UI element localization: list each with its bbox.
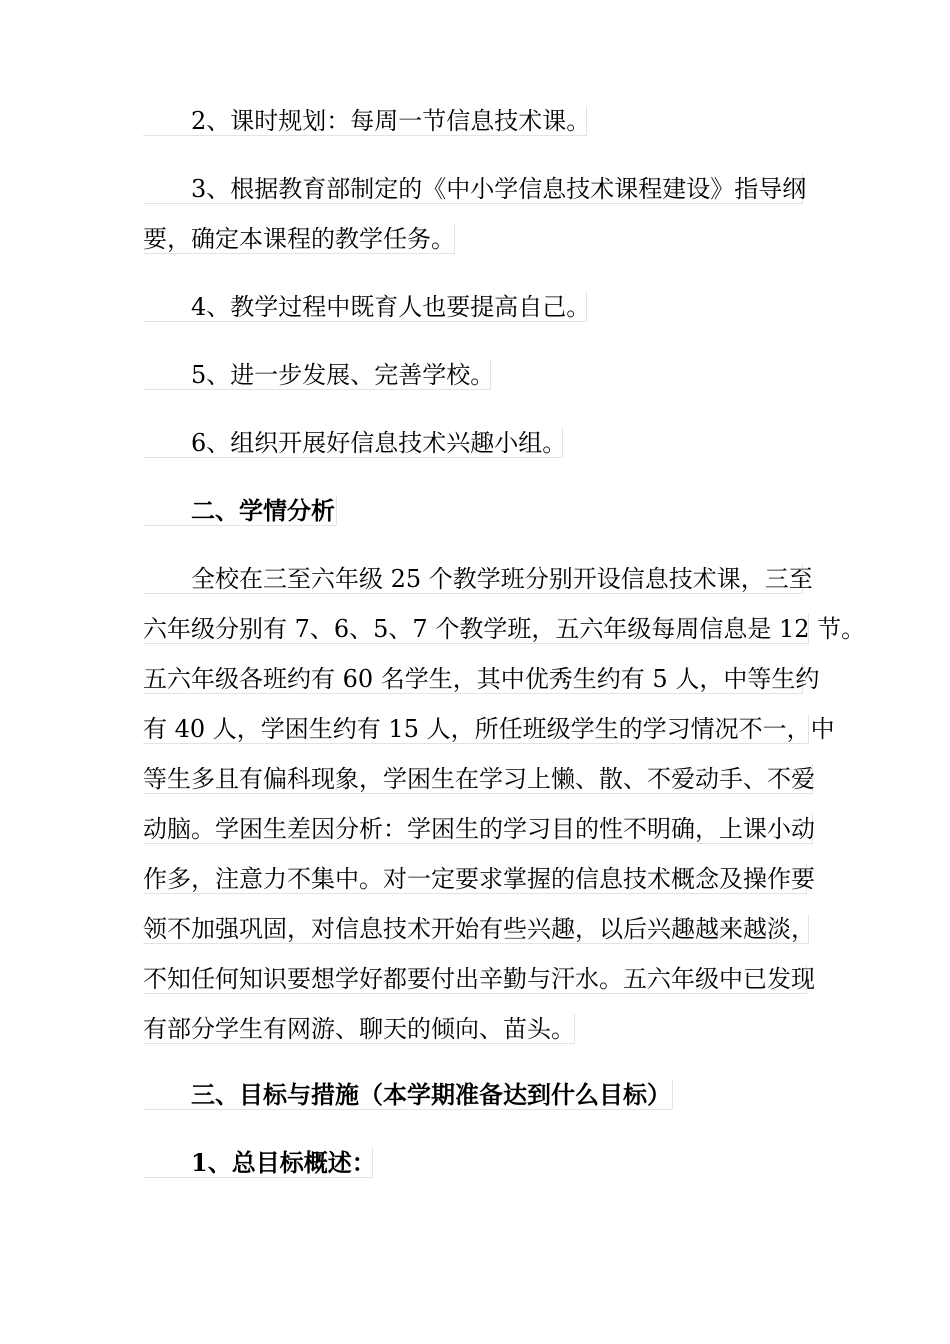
paragraph-line: 六年级分别有 7、6、5、7 个教学班，五六年级每周信息是 12 节。 (143, 615, 866, 643)
section-heading-2: 二、学情分析 (143, 496, 337, 526)
list-item-6: 6、组织开展好信息技术兴趣小组。 (143, 428, 563, 458)
section-heading-3: 三、目标与措施（本学期准备达到什么目标） (143, 1080, 673, 1110)
paragraph-line: 等生多且有偏科现象，学困生在学习上懒、散、不爱动手、不爱 (143, 765, 815, 793)
paragraph-line: 作多，注意力不集中。对一定要求掌握的信息技术概念及操作要 (143, 865, 815, 893)
paragraph-line: 有 40 人，学困生约有 15 人，所任班级学生的学习情况不一，中 (143, 715, 835, 743)
list-item-3-line-1: 3、根据教育部制定的《中小学信息技术课程建设》指导纲 (143, 174, 803, 204)
list-item-4: 4、教学过程中既育人也要提高自己。 (143, 292, 587, 322)
subheading-1: 1、总目标概述： (143, 1148, 373, 1178)
paragraph-line: 有部分学生有网游、聊天的倾向、苗头。 (143, 1015, 575, 1043)
paragraph-line: 领不加强巩固，对信息技术开始有些兴趣，以后兴趣越来越淡， (143, 915, 815, 943)
paragraph-line: 不知任何知识要想学好都要付出辛勤与汗水。五六年级中已发现 (143, 965, 815, 993)
paragraph-line: 全校在三至六年级 25 个教学班分别开设信息技术课，三至 (143, 564, 803, 594)
paragraph-line: 动脑。学困生差因分析：学困生的学习目的性不明确，上课小动 (143, 815, 815, 843)
paragraph-line: 五六年级各班约有 60 名学生，其中优秀生约有 5 人，中等生约 (143, 665, 820, 693)
list-item-3-line-2: 要，确定本课程的教学任务。 (143, 225, 455, 253)
list-item-2: 2、课时规划：每周一节信息技术课。 (143, 106, 587, 136)
list-item-5: 5、进一步发展、完善学校。 (143, 360, 491, 390)
